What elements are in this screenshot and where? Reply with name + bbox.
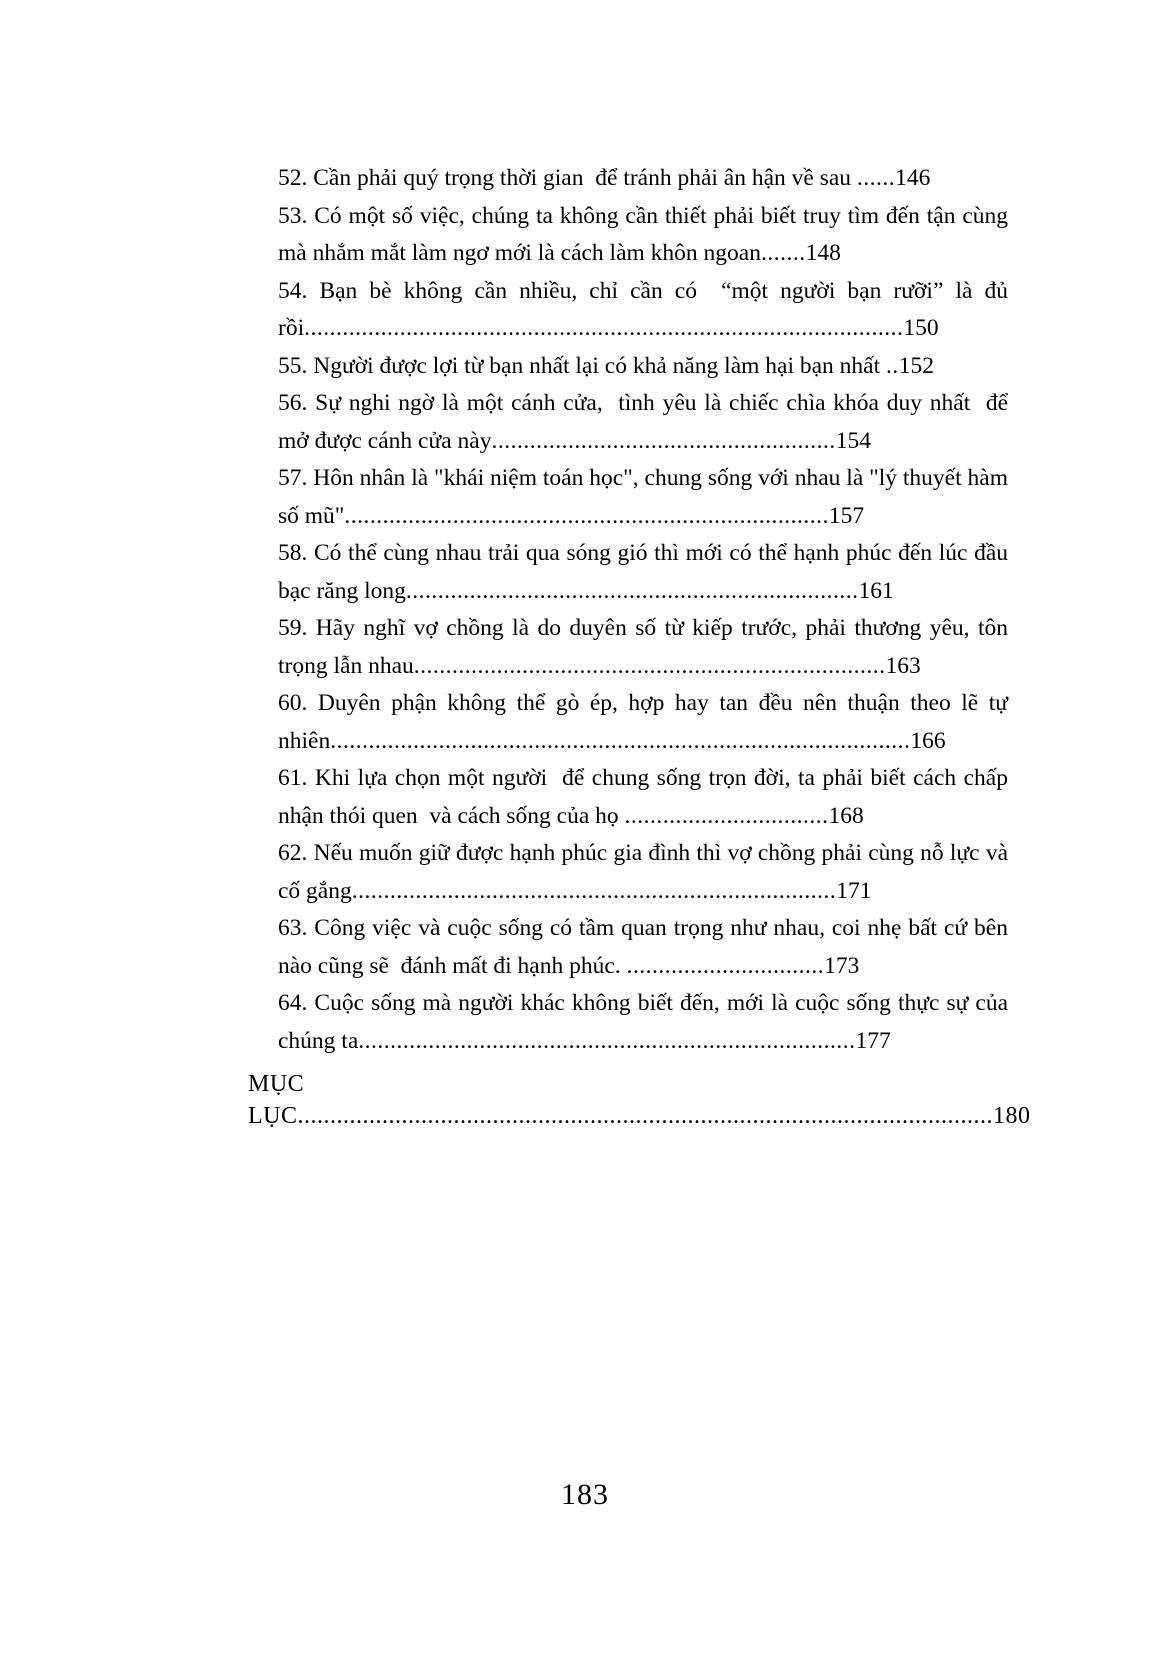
toc-entry <box>278 985 1014 1060</box>
toc-entry <box>278 835 1014 910</box>
toc-leader: ............................................................................ <box>351 877 837 904</box>
toc-page-number: 161 <box>858 577 894 604</box>
toc-leader: .. <box>886 352 899 379</box>
toc-entry-text: 62. Nếu muốn giữ được hạnh phúc gia đình thì vợ chồng phải cùng nỗ lực và cố gắng <box>278 840 1014 904</box>
toc-leader: ...... <box>856 165 896 191</box>
index-entry-page-number: 180 <box>993 1103 1031 1129</box>
page-folio: 183 <box>561 1478 609 1511</box>
toc-leader: .............................................................................................. <box>304 315 904 341</box>
toc-entry <box>278 910 1014 985</box>
toc-page-number: 171 <box>836 877 872 904</box>
toc-leader: ...................................................... <box>491 427 836 454</box>
toc-page-number: 177 <box>855 1027 891 1054</box>
toc-entry-text: 56. Sự nghi ngờ là một cánh cửa, tình yêu là chiếc chìa khóa duy nhất để mở được cánh cửa này <box>278 390 1014 454</box>
toc-entry-text: 64. Cuộc sống mà người khác không biết đến, mới là cuộc sống thực sự của chúng ta <box>278 990 1014 1054</box>
toc-page-number: 146 <box>895 165 931 191</box>
toc-page-number: 154 <box>835 427 871 454</box>
toc-entry-text: 58. Có thể cùng nhau trải qua sóng gió thì mới có thể hạnh phúc đến lúc đầu bạc răng long <box>278 540 1014 604</box>
toc-entry <box>278 610 1014 685</box>
toc-entry <box>278 385 1014 460</box>
toc-entry-text: 54. Bạn bè không cần nhiều, chỉ cần có “một người bạn rưỡi” là đủ rồi <box>278 277 1014 341</box>
toc-entry-text: 55. Người được lợi từ bạn nhất lại có khả năng làm hại bạn nhất <box>278 352 887 379</box>
toc-page-number: 163 <box>885 652 921 679</box>
toc-page-number: 152 <box>898 352 935 379</box>
toc-page-number: 173 <box>824 952 860 979</box>
toc-entry <box>278 273 1014 348</box>
toc-page-number: 157 <box>828 502 865 529</box>
toc-leader: ............................................................................ <box>344 502 829 529</box>
toc-leader: ............................... <box>626 952 825 979</box>
toc-entry-text: 53. Có một số việc, chúng ta không cần thiết phải biết truy tìm đến tận cùng mà nhắm mắt làm ngơ mới là cách làm khôn ngoan <box>278 202 1014 266</box>
index-entry <box>248 1068 1031 1132</box>
toc-page-number: 150 <box>903 315 939 341</box>
toc-entry-text: 52. Cần phải quý trọng thời gian để tránh phải ân hận về sau <box>278 165 857 191</box>
toc-leader: .............................................................................. <box>358 1027 856 1054</box>
toc-entry-text: 60. Duyên phận không thể gò ép, hợp hay tan đều nên thuận theo lẽ tự nhiên <box>278 690 1014 754</box>
toc-leader: ........................................................................................... <box>330 727 911 754</box>
toc-leader: ....... <box>760 240 806 266</box>
toc-entry <box>278 685 1014 760</box>
toc-entry <box>278 348 1008 386</box>
index-entry-leader: ........................................................................................................... <box>297 1103 993 1129</box>
toc-entry <box>278 535 1014 610</box>
toc-entry <box>278 760 1014 835</box>
toc-entry-text: 63. Công việc và cuộc sống có tầm quan trọng như nhau, coi nhẹ bất cứ bên nào cũng sẽ đánh mất đi hạnh phúc. <box>278 915 1014 979</box>
toc-page-number: 166 <box>910 727 946 754</box>
table-of-contents <box>278 160 1014 1060</box>
index-entry-label: MỤC LỤC <box>248 1071 305 1129</box>
toc-entry <box>278 160 1008 198</box>
toc-entry <box>278 198 1014 273</box>
toc-entry <box>278 460 1014 535</box>
toc-page-number: 148 <box>805 240 841 266</box>
toc-leader: ................................ <box>624 802 829 829</box>
toc-entry-text: 59. Hãy nghĩ vợ chồng là do duyên số từ kiếp trước, phải thương yêu, tôn trọng lẫn nhau <box>278 615 1014 679</box>
toc-leader: .......................................................................... <box>413 652 886 679</box>
toc-page-number: 168 <box>828 802 864 829</box>
toc-entry-text: 57. Hôn nhân là "khái niệm toán học", chung sống với nhau là "lý thuyết hàm số mũ" <box>278 465 1014 529</box>
toc-leader: ....................................................................... <box>405 577 859 604</box>
toc-entry-text: 61. Khi lựa chọn một người để chung sống trọn đời, ta phải biết cách chấp nhận thói quen và cách sống của họ <box>278 765 1014 829</box>
